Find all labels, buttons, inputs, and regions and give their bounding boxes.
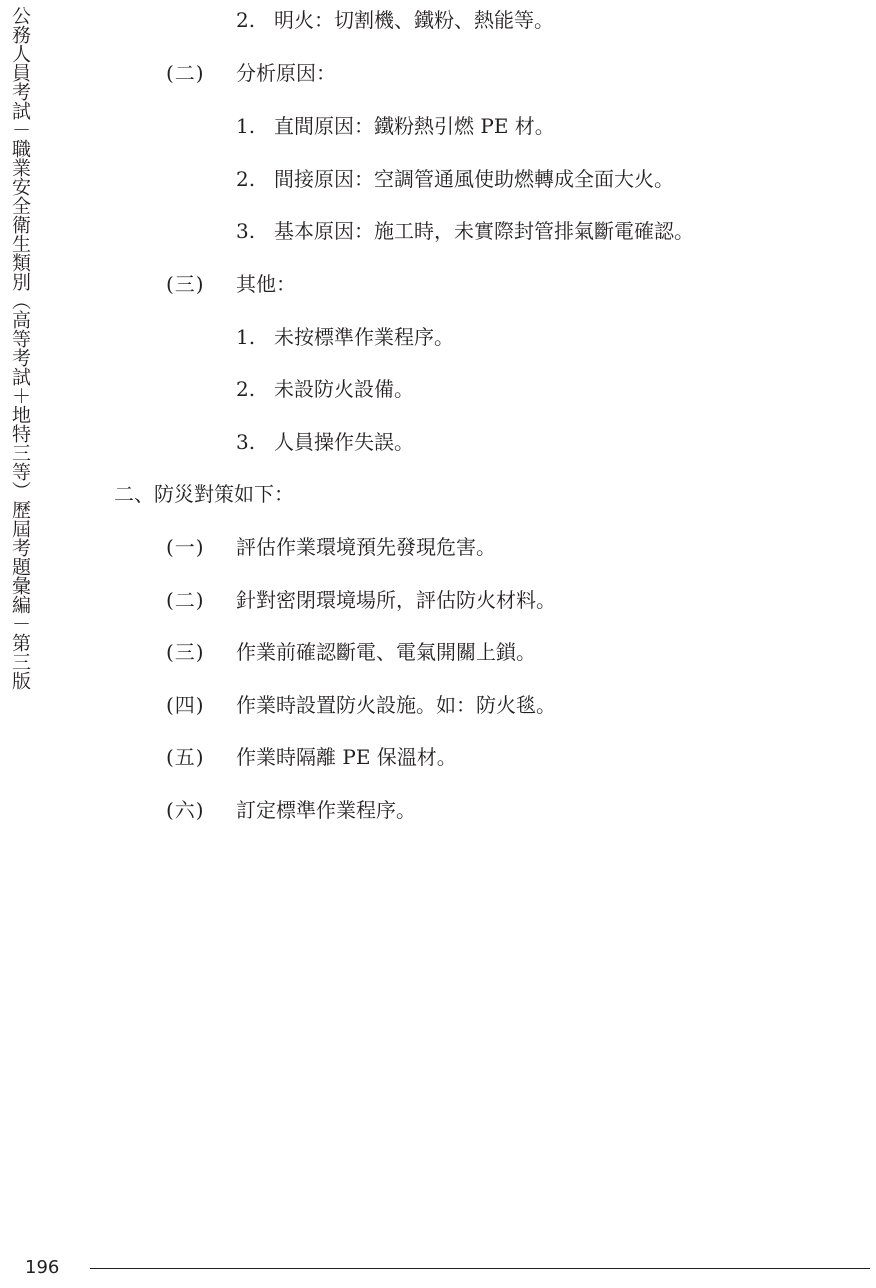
item-text: 直間原因：鐵粉熱引燃 PE 材。 xyxy=(274,114,555,138)
list-item xyxy=(236,216,694,246)
item-number: (一) xyxy=(166,535,205,559)
item-text: 未按標準作業程序。 xyxy=(274,325,454,349)
item-number: 2. xyxy=(236,377,256,401)
item-number: (二) xyxy=(166,588,205,612)
item-text: 分析原因： xyxy=(236,61,336,85)
item-text: 評估作業環境預先發現危害。 xyxy=(236,535,496,559)
item-number: 1. xyxy=(236,114,256,138)
page-number: 196 xyxy=(25,1257,60,1278)
item-text: 間接原因：空調管通風使助燃轉成全面大火。 xyxy=(274,167,674,191)
list-item xyxy=(166,795,416,825)
item-number: 2. xyxy=(236,167,256,191)
section-title xyxy=(114,479,294,509)
book-title-vertical: 公務人員考試－職業安全衛生類別（高等考試＋地特三等）歷屆考題彙編－第三版 xyxy=(9,6,31,690)
item-text: 二、防災對策如下： xyxy=(114,482,294,506)
item-number: (六) xyxy=(166,798,205,822)
item-text: 人員操作失誤。 xyxy=(274,430,414,454)
item-text: 明火：切割機、鐵粉、熱能等。 xyxy=(274,8,554,32)
item-number: (二) xyxy=(166,61,205,85)
section-heading xyxy=(166,58,336,88)
item-number: 3. xyxy=(236,219,256,243)
item-text: 未設防火設備。 xyxy=(274,377,414,401)
item-text: 針對密閉環境場所，評估防火材料。 xyxy=(236,588,556,612)
item-number: (三) xyxy=(166,272,205,296)
list-item xyxy=(166,742,457,772)
item-number: (三) xyxy=(166,640,205,664)
item-number: 2. xyxy=(236,8,256,32)
item-number: 1. xyxy=(236,325,256,349)
list-item xyxy=(166,637,536,667)
list-item xyxy=(236,111,555,141)
list-item xyxy=(236,5,554,35)
item-text: 其他： xyxy=(236,272,296,296)
item-text: 基本原因：施工時，未實際封管排氣斷電確認。 xyxy=(274,219,694,243)
item-text: 訂定標準作業程序。 xyxy=(236,798,416,822)
list-item xyxy=(166,690,556,720)
item-number: (四) xyxy=(166,693,205,717)
list-item xyxy=(236,427,414,457)
item-number: (五) xyxy=(166,745,205,769)
footer-rule xyxy=(90,1268,870,1269)
item-text: 作業前確認斷電、電氣開關上鎖。 xyxy=(236,640,536,664)
item-text: 作業時隔離 PE 保溫材。 xyxy=(236,745,457,769)
item-number: 3. xyxy=(236,430,256,454)
list-item xyxy=(236,322,454,352)
list-item xyxy=(166,532,496,562)
list-item xyxy=(236,164,674,194)
item-text: 作業時設置防火設施。如：防火毯。 xyxy=(236,693,556,717)
list-item xyxy=(236,374,414,404)
list-item xyxy=(166,585,556,615)
section-heading xyxy=(166,269,296,299)
